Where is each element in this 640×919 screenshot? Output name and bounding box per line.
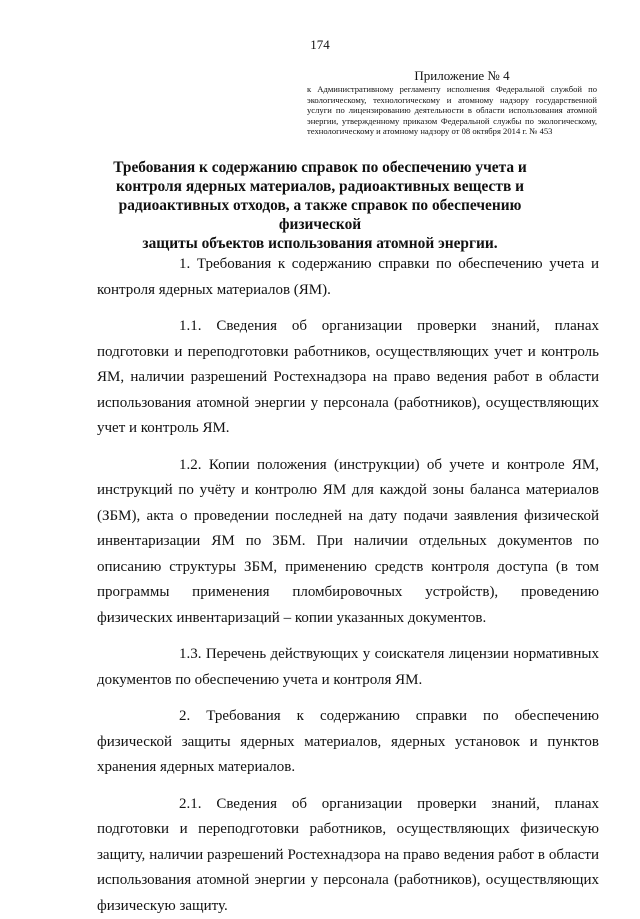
heading-line: радиоактивных отходов, а также справок по обеспечению физической xyxy=(95,196,545,234)
section-1 xyxy=(97,252,599,303)
section-1-2 xyxy=(97,453,599,632)
heading-line: Требования к содержанию справок по обеспечению учета и xyxy=(95,158,545,177)
heading-line: контроля ядерных материалов, радиоактивных веществ и xyxy=(95,177,545,196)
section-text: Сведения об организации проверки знаний, планах подготовки и переподготовки работников, осуществляющих учет и контроль ЯМ, наличии разрешений Ростехнадзора на право ведения работ в области использования атомной энергии у персонала (работников), осуществляющих учет и контроль ЯМ. xyxy=(97,318,599,436)
section-number: 1.3. xyxy=(138,642,202,668)
heading-line: защиты объектов использования атомной энергии. xyxy=(95,234,545,253)
document-body xyxy=(97,252,599,919)
page-number: 174 xyxy=(0,37,640,53)
section-number: 1. xyxy=(138,252,190,278)
document-heading xyxy=(95,158,545,253)
section-2 xyxy=(97,704,599,781)
section-1-1 xyxy=(97,314,599,442)
section-text: Перечень действующих у соискателя лицензии нормативных документов по обеспечению учета и контроля ЯМ. xyxy=(97,646,599,688)
appendix-title: Приложение № 4 xyxy=(307,68,597,83)
section-text: Копии положения (инструкции) об учете и контроле ЯМ, инструкций по учёту и контролю ЯМ для каждой зоны баланса материалов (ЗБМ), акта о проведении последней на дату подачи заявления физической инвентаризации ЯМ по ЗБМ. При наличии отдельных документов по описанию структуры ЗБМ, применению средств контроля доступа (в том программы применения пломбировочных устройств), проведению физических инвентаризаций – копии указанных документов. xyxy=(97,457,599,626)
section-number: 2. xyxy=(138,704,190,730)
appendix-block xyxy=(307,68,597,137)
section-text: Сведения об организации проверки знаний, планах подготовки и переподготовки работников, осуществляющих физическую защиту, наличии разрешений Ростехнадзора на право ведения работ в области использования атомной энергии у персонала (работников), осуществляющих физическую защиту. xyxy=(97,796,599,914)
section-text: Требования к содержанию справки по обеспечению физической защиты ядерных материалов, ядерных установок и пунктов хранения ядерных материалов. xyxy=(97,708,599,775)
section-number: 1.2. xyxy=(138,453,202,479)
appendix-note: к Административному регламенту исполнения Федеральной службой по экологическому, технологическому и атомному надзору государственной услуги по лицензированию деятельности в области использования атомной энергии, утвержденному приказом Федеральной службы по экологическому, технологическому и атомному надзору от 08 октября 2014 г. № 453 xyxy=(307,84,597,137)
section-number: 2.1. xyxy=(138,792,202,818)
section-text: Требования к содержанию справки по обеспечению учета и контроля ядерных материалов (ЯМ). xyxy=(97,256,599,298)
section-1-3 xyxy=(97,642,599,693)
section-number: 1.1. xyxy=(138,314,202,340)
section-2-1 xyxy=(97,792,599,919)
